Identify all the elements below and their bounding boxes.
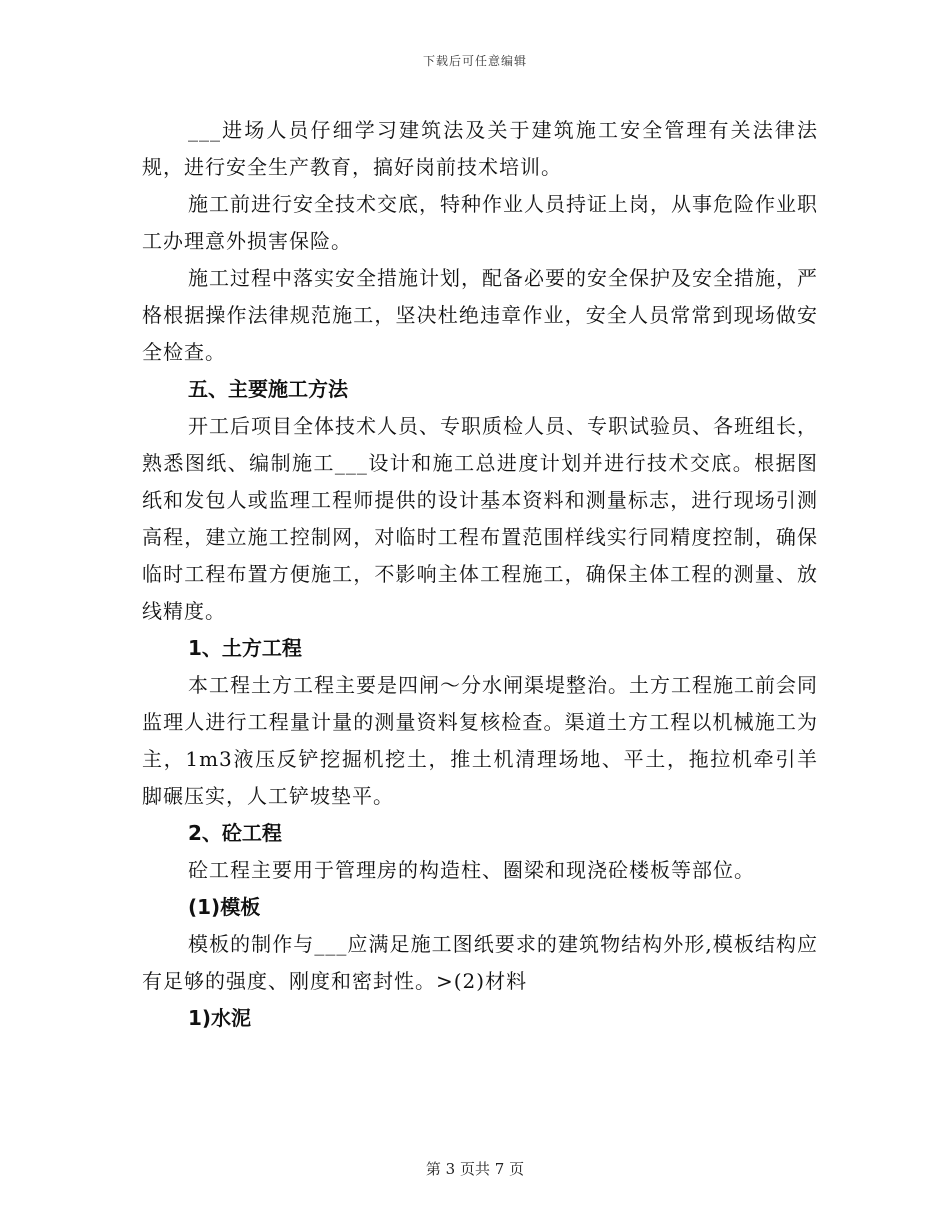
- paragraph-earthwork: 本工程土方工程主要是四闸～分水闸渠堤整治。土方工程施工前会同监理人进行工程量计量的测量资料复核检查。渠道土方工程以机械施工为主，1m3液压反铲挖掘机挖土，推土机清理场地、平土，拖拉机牵引羊脚碾压实，人工铲坡垫平。: [142, 673, 818, 808]
- paragraph-safety-briefing: 施工前进行安全技术交底，特种作业人员持证上岗，从事危险作业职工办理意外损害保险。: [142, 192, 818, 253]
- paragraph-formwork: 模板的制作与___应满足施工图纸要求的建筑物结构外形,模板结构应有足够的强度、刚度和密封性。>(2)材料: [142, 932, 818, 993]
- page-header: 下载后可任意编辑: [422, 54, 527, 68]
- item-heading-cement: 1)水泥: [188, 1006, 252, 1030]
- subsection-heading-concrete: 2、砼工程: [188, 821, 282, 845]
- document-body: [142, 112, 818, 1037]
- paragraph-safety-measures: 施工过程中落实安全措施计划，配备必要的安全保护及安全措施，严格根据操作法律规范施工，坚决杜绝违章作业，安全人员常常到现场做安全检查。: [142, 266, 818, 364]
- section-heading-construction-methods: 五、主要施工方法: [188, 377, 348, 401]
- paragraph-concrete: 砼工程主要用于管理房的构造柱、圈梁和现浇砼楼板等部位。: [188, 858, 755, 882]
- page-footer: 第 3 页共 7 页: [425, 1160, 525, 1178]
- subsection-heading-earthwork: 1、土方工程: [188, 636, 302, 660]
- paragraph-survey-control: 开工后项目全体技术人员、专职质检人员、专职试验员、各班组长，熟悉图纸、编制施工___设计和施工总进度计划并进行技术交底。根据图纸和发包人或监理工程师提供的设计基本资料和测量标志，进行现场引测高程，建立施工控制网，对临时工程布置范围样线实行同精度控制，确保临时工程布置方便施工，不影响主体工程施工，确保主体工程的测量、放线精度。: [142, 414, 818, 623]
- paragraph-training: ___进场人员仔细学习建筑法及关于建筑施工安全管理有关法律法规，进行安全生产教育，搞好岗前技术培训。: [142, 118, 818, 179]
- item-heading-formwork: (1)模板: [188, 895, 261, 919]
